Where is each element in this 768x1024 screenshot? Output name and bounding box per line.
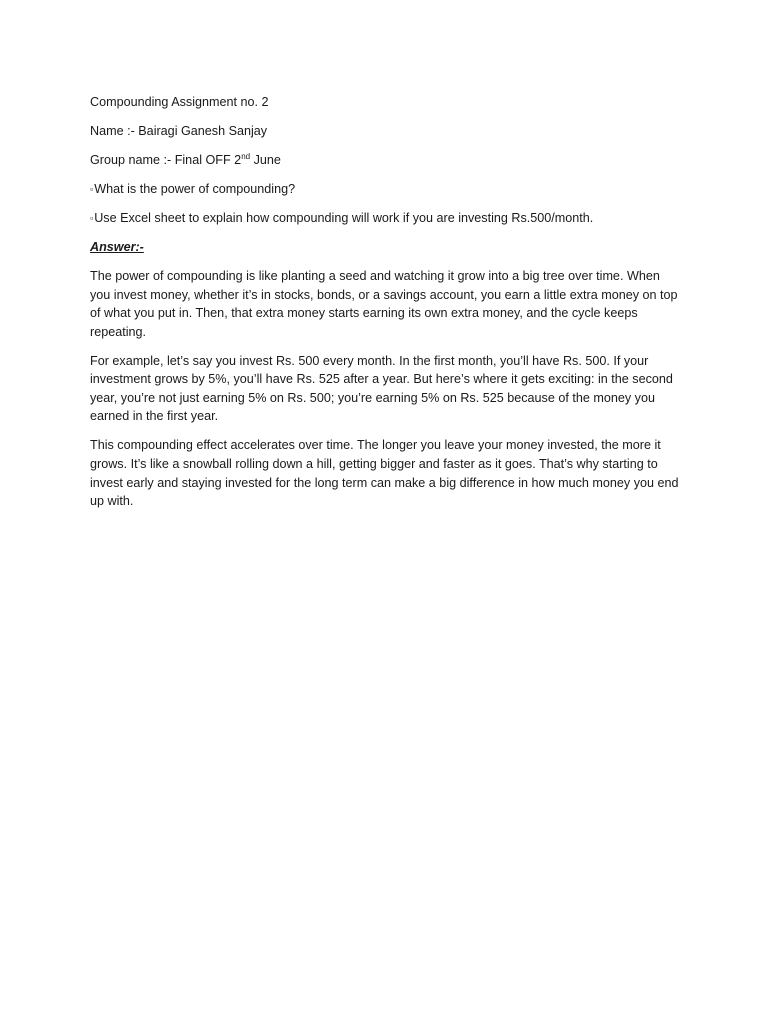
question-item-2 (90, 209, 680, 228)
answer-paragraph-1: The power of compounding is like planting a seed and watching it grow into a big tree over time. When you invest money, whether it’s in stocks, bonds, or a savings account, you earn a little extra money on top of what you put in. Then, that extra money starts earning its own extra money, and the cycle keeps repeating. (90, 268, 678, 339)
document-body (90, 93, 680, 521)
answer-paragraph-3: This compounding effect accelerates over time. The longer you leave your money invested, the more it grows. It’s like a snowball rolling down a hill, getting bigger and faster as it goes. That’s why starting to invest early and staying invested for the long term can make a big difference in how much money you end up with. (90, 438, 679, 509)
question-text-2: Use Excel sheet to explain how compounding will work if you are investing Rs.500/month. (94, 210, 594, 225)
square-bullet-icon: ▫ (90, 183, 94, 194)
question-text-1: What is the power of compounding? (94, 181, 296, 196)
question-item-1 (90, 180, 680, 199)
answer-paragraph-2: For example, let’s say you invest Rs. 500 every month. In the first month, you’ll have Rs. 500. If your investment grows by 5%, you’ll have Rs. 525 after a year. But here’s where it gets exciting: in the second year, you’re not just earning 5% on Rs. 500; you’re earning 5% on Rs. 525 because of the money you earned in the first year. (90, 353, 673, 424)
group-name-text: Group name :- Final OFF 2 (90, 152, 242, 167)
assignment-title: Compounding Assignment no. 2 (90, 95, 269, 109)
group-name-suffix: June (250, 152, 281, 167)
group-name (90, 151, 680, 170)
group-name-superscript: nd (241, 151, 251, 161)
answer-heading: Answer:- (90, 239, 144, 254)
square-bullet-icon: ▫ (90, 212, 94, 223)
student-name: Name :- Bairagi Ganesh Sanjay (90, 123, 268, 138)
